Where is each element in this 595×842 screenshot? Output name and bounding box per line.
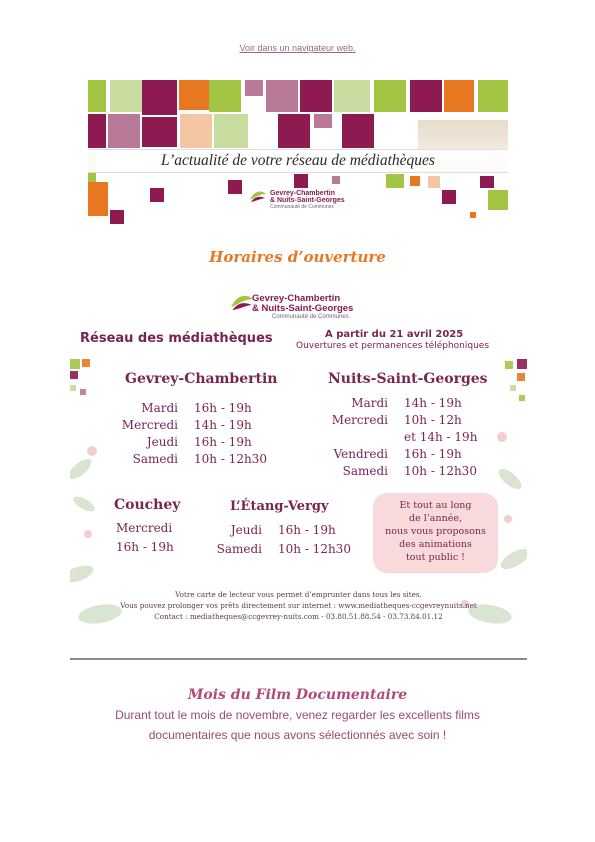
hours-row bbox=[210, 523, 370, 542]
bubble-line: des animations bbox=[399, 539, 472, 550]
mosaic-tile bbox=[228, 180, 242, 194]
mosaic-tile bbox=[209, 80, 241, 112]
mosaic-tile bbox=[442, 190, 456, 204]
banner-logo-sub: Communauté de Communes bbox=[270, 203, 334, 210]
mosaic-tile bbox=[444, 80, 474, 112]
hours-row-hours: 16h - 19h bbox=[194, 435, 252, 449]
mosaic-tile bbox=[300, 80, 332, 112]
hours-row bbox=[320, 396, 520, 413]
documentary-text-line1: Durant tout le mois de novembre, venez regarder les excellents films bbox=[115, 708, 480, 722]
nuits-hours-table bbox=[320, 396, 520, 481]
poster-logo-line1: Gevrey-Chambertin bbox=[252, 293, 341, 304]
mosaic-tile bbox=[334, 80, 370, 112]
hours-row bbox=[110, 418, 300, 435]
hours-row bbox=[110, 401, 300, 418]
mosaic-tile bbox=[314, 114, 332, 128]
mosaic-tile bbox=[108, 114, 140, 148]
hours-row-hours: 16h - 19h bbox=[194, 401, 252, 415]
poster-footer-line2: Vous pouvez prolonger vos prêts directement sur internet : www.mediatheques-ccgevreynuits.net bbox=[120, 601, 477, 610]
poster-date-line1: À partir du 21 avril 2025 bbox=[325, 329, 464, 340]
hours-row-hours: et 14h - 19h bbox=[404, 430, 478, 444]
hours-row-hours: 10h - 12h bbox=[404, 413, 462, 427]
mosaic-tile bbox=[410, 176, 420, 186]
hours-row-hours: 14h - 19h bbox=[194, 418, 252, 432]
mosaic-tile bbox=[374, 80, 406, 112]
hours-row-hours: 16h - 19h bbox=[404, 447, 462, 461]
hours-row-hours: 16h - 19h bbox=[278, 523, 336, 537]
mosaic-tile bbox=[332, 176, 340, 184]
hours-row-hours: 10h - 12h30 bbox=[278, 542, 351, 556]
mosaic-tile bbox=[278, 114, 310, 148]
couchey-name: Couchey bbox=[114, 497, 181, 513]
poster-logo-sub: Communauté de Communes bbox=[272, 313, 349, 320]
mosaic-tile bbox=[88, 80, 106, 112]
hours-row-hours: 10h - 12h30 bbox=[194, 452, 267, 466]
hours-row-day: Mardi bbox=[351, 396, 388, 410]
mosaic-tile bbox=[245, 80, 263, 96]
mosaic-tile bbox=[88, 114, 106, 148]
etang-name: L’Étang-Vergy bbox=[230, 499, 329, 514]
mosaic-tile bbox=[386, 174, 404, 188]
hours-row-day: Jeudi bbox=[146, 435, 178, 449]
poster-footer-line3: Contact : mediatheques@ccgevrey-nuits.com - 03.80.51.88.54 - 03.73.84.01.12 bbox=[154, 612, 443, 621]
gevrey-name: Gevrey-Chambertin bbox=[125, 371, 278, 387]
bubble-line: nous vous proposons bbox=[385, 526, 486, 537]
bubble-line: tout public ! bbox=[405, 552, 465, 563]
etang-hours-table bbox=[210, 523, 370, 561]
hours-row-day: Samedi bbox=[132, 452, 178, 466]
animations-text bbox=[373, 499, 498, 564]
poster-date-line2: Ouvertures et permanences téléphoniques bbox=[296, 341, 490, 351]
banner-title: L’actualité de votre réseau de médiathèques bbox=[161, 152, 435, 169]
mosaic-tile bbox=[488, 190, 508, 210]
mosaic-tile bbox=[470, 212, 476, 218]
hours-row-day: Samedi bbox=[216, 542, 262, 556]
gevrey-hours-table bbox=[110, 401, 300, 469]
hours-row-day: Mercredi bbox=[121, 418, 178, 432]
hours-poster bbox=[70, 329, 527, 629]
mosaic-tile bbox=[342, 114, 374, 148]
mosaic-tile bbox=[142, 117, 177, 147]
hours-row bbox=[110, 435, 300, 452]
nuits-name: Nuits-Saint-Georges bbox=[328, 371, 488, 387]
view-in-browser-link[interactable]: Voir dans un navigateur web. bbox=[239, 43, 356, 53]
mosaic-tile bbox=[428, 176, 440, 188]
hours-row-day: Samedi bbox=[342, 464, 388, 478]
mosaic-tile bbox=[478, 80, 508, 112]
logo-leaf-icon bbox=[248, 188, 268, 204]
mosaic-tile bbox=[180, 114, 212, 148]
bubble-line: Et tout au long bbox=[399, 500, 472, 511]
mosaic-tile bbox=[410, 80, 442, 112]
mosaic-tile bbox=[150, 188, 164, 202]
couchey-hours: 16h - 19h bbox=[116, 540, 174, 554]
poster-logo bbox=[228, 291, 368, 325]
hours-row bbox=[320, 430, 520, 447]
documentary-heading: Mois du Film Documentaire bbox=[187, 687, 408, 703]
mosaic-tile bbox=[266, 80, 298, 112]
banner-logo-line2: & Nuits-Saint-Georges bbox=[270, 197, 345, 205]
poster-footer-line1: Votre carte de lecteur vous permet d’emprunter dans tous les sites. bbox=[175, 590, 422, 599]
section-divider bbox=[70, 658, 527, 660]
banner-logo-line1: Gevrey-Chambertin bbox=[270, 190, 335, 197]
mosaic-tile bbox=[88, 182, 108, 216]
newsletter-banner bbox=[88, 80, 508, 220]
bubble-line: de l’année, bbox=[409, 513, 462, 524]
documentary-text-line2: documentaires que nous avons sélectionnés avec soin ! bbox=[148, 728, 447, 742]
hours-row-day: Mardi bbox=[141, 401, 178, 415]
hours-heading: Horaires d’ouverture bbox=[209, 248, 386, 266]
hours-row bbox=[210, 542, 370, 561]
mosaic-tile bbox=[110, 210, 124, 224]
hours-row bbox=[110, 452, 300, 469]
hours-row-hours: 14h - 19h bbox=[404, 396, 462, 410]
hours-row-day: Jeudi bbox=[230, 523, 262, 537]
hours-row-hours: 10h - 12h30 bbox=[404, 464, 477, 478]
mosaic-tile bbox=[142, 80, 177, 115]
hours-row bbox=[320, 464, 520, 481]
mosaic-tile bbox=[480, 176, 494, 188]
mosaic-tile bbox=[214, 114, 248, 148]
mosaic-tile bbox=[179, 80, 209, 110]
banner-logo bbox=[248, 188, 366, 222]
hours-row bbox=[320, 447, 520, 464]
poster-logo-line2: & Nuits-Saint-Georges bbox=[252, 302, 354, 314]
poster-title: Réseau des médiathèques bbox=[80, 331, 273, 346]
hours-row bbox=[320, 413, 520, 430]
mosaic-tile bbox=[110, 80, 142, 112]
mosaic-tile bbox=[294, 174, 308, 188]
hours-row-day: Vendredi bbox=[333, 447, 388, 461]
hours-row-day: Mercredi bbox=[331, 413, 388, 427]
couchey-day: Mercredi bbox=[116, 521, 173, 535]
